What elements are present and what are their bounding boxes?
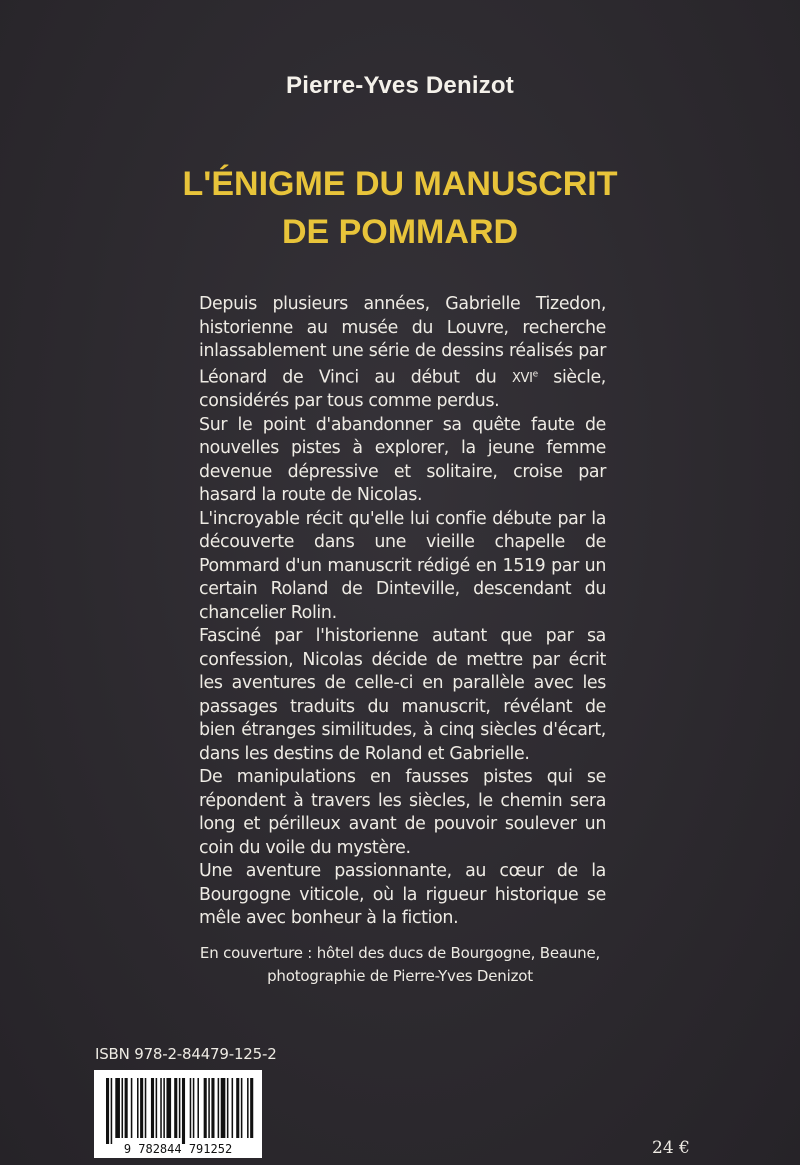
barcode-bar [197, 1078, 199, 1138]
barcode-bar [106, 1078, 109, 1144]
book-title [0, 160, 800, 256]
barcode-bar [115, 1078, 120, 1138]
barcode-bar [182, 1078, 185, 1144]
synopsis-paragraph: Depuis plusieurs années, Gabrielle Tizedon, historienne au musée du Louvre, recherche inlassablement une série de dessins réalisés par Léonard de Vinci au début du XVIe siècle, considérés par tous comme perdus. [199, 294, 606, 412]
century-numeral: XVIe [511, 369, 538, 386]
barcode-bar [241, 1078, 243, 1138]
barcode-bar [125, 1078, 128, 1138]
barcode-bar [160, 1078, 162, 1138]
barcode-bar [145, 1078, 147, 1138]
author-name: Pierre-Yves Denizot [286, 72, 514, 99]
synopsis-paragraph: L'incroyable récit qu'elle lui confie débute par la découverte dans une vieille chapelle de Pommard d'un manuscrit rédigé en 1519 par un certain Roland de Dinteville, descendant du chancelier Rolin. [199, 508, 606, 623]
barcode-bar [211, 1078, 214, 1138]
barcode-bar [140, 1078, 143, 1138]
price-label: 24 € [652, 1138, 690, 1158]
barcode-bar [227, 1078, 229, 1138]
barcode-bar [232, 1078, 234, 1138]
synopsis-paragraph: De manipulations en fausses pistes qui se répondent à travers les siècles, le chemin sera long et périlleux avant de pouvoir soulever un coin du voile du mystère. [199, 767, 606, 858]
synopsis-paragraph: Fasciné par l'historienne autant que par sa confession, Nicolas décide de mettre par écrit les aventures de celle-ci en parallèle avec les passages traduits du manuscrit, révélant de bien étranges similitudes, à cinq siècles d'écart, dans les destins de Roland et Gabrielle. [199, 626, 606, 764]
barcode-bar [122, 1078, 124, 1138]
synopsis-paragraph: Une aventure passionnante, au cœur de la Bourgogne viticole, où la rigueur historique se mêle avec bonheur à la fiction. [199, 861, 606, 929]
synopsis-paragraph: Sur le point d'abandonner sa quête faute de nouvelles pistes à explorer, la jeune femme devenue dépressive et solitaire, croise par hasard la route de Nicolas. [199, 414, 606, 506]
barcode-bar [137, 1078, 139, 1138]
barcode-bar [250, 1078, 253, 1138]
barcode-bar [179, 1078, 181, 1138]
barcode-bar [218, 1078, 220, 1138]
barcode-bar [208, 1078, 210, 1138]
cover-photo-credit [0, 942, 800, 988]
barcode-bar [111, 1078, 113, 1144]
book-title-line-2: DE POMMARD [281, 213, 519, 251]
barcode-bars [94, 1070, 262, 1158]
isbn-label: ISBN 978-2-84479-125-2 [95, 1045, 277, 1063]
credit-line-2: photographie de Pierre-Yves Denizot [267, 967, 533, 985]
barcode-bar [193, 1078, 195, 1138]
barcode-bar [174, 1078, 177, 1138]
barcode-bar [221, 1078, 226, 1138]
barcode-bar [151, 1078, 154, 1138]
book-title-line-1: L'ÉNIGME DU MANUSCRIT [182, 165, 618, 203]
barcode [94, 1070, 262, 1158]
barcode-bar [190, 1078, 192, 1138]
barcode-bar [156, 1078, 158, 1138]
barcode-bar [204, 1078, 207, 1138]
barcode-number: 9 782844 791252 [123, 1142, 233, 1156]
barcode-bar [247, 1078, 249, 1138]
credit-line-1: En couverture : hôtel des ducs de Bourgogne, Beaune, [199, 944, 601, 962]
barcode-bar [166, 1078, 171, 1138]
barcode-bar [236, 1078, 239, 1138]
barcode-bar [163, 1078, 165, 1138]
synopsis [199, 293, 606, 931]
barcode-bar [131, 1078, 133, 1138]
